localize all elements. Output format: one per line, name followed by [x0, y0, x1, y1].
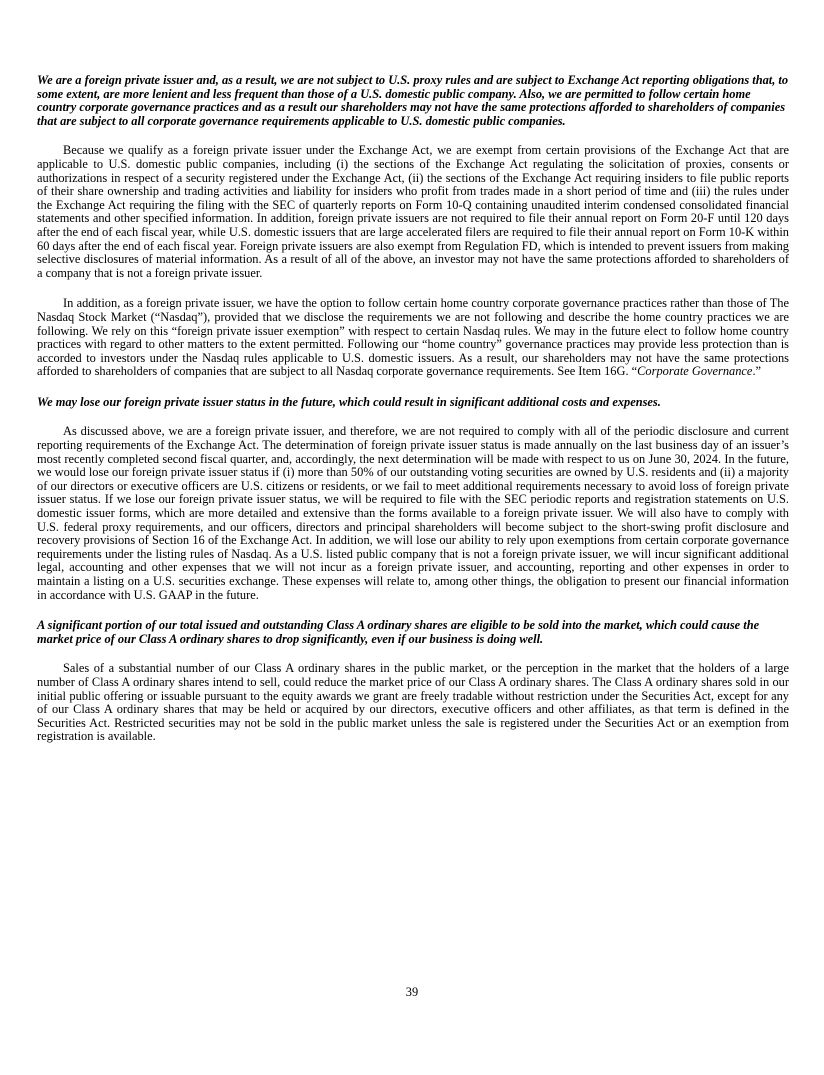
cross-reference-italic: Corporate Governance [637, 364, 753, 379]
risk-factor-heading-lose-status: We may lose our foreign private issuer status in the future, which could result in significant additional costs and expenses. [37, 394, 661, 409]
body-paragraph: Because we qualify as a foreign private issuer under the Exchange Act, we are exempt from certain provisions of the Exchange Act that are applicable to U.S. domestic public companies, including (i) the sections of the Exchange Act regulating the solicitation of proxies, consents or authorizations in respect of a security registered under the Exchange Act, (ii) the sections of the Exchange Act requiring insiders to file public reports of their share ownership and trading activities and liability for insiders who profit from trades made in a short period of time and (iii) the rules under the Exchange Act requiring the filing with the SEC of quarterly reports on Form 10-Q containing unaudited interim condensed consolidated financial statements and other specified information. In addition, foreign private issuers are not required to file their annual report on Form 20-F until 120 days after the end of each fiscal year, while U.S. domestic issuers that are large accelerated filers are required to file their annual report on Form 10-K within 60 days after the end of each fiscal year. Foreign private issuers are also exempt from Regulation FD, which is intended to prevent issuers from making selective disclosures of material information. As a result of all of the above, an investor may not have the same protections afforded to shareholders of a company that is not a foreign private issuer. [37, 143, 789, 280]
page-number: 39 [405, 985, 419, 999]
paragraph-text: In addition, as a foreign private issuer, we have the option to follow certain home country corporate governance practices rather than those of The Nasdaq Stock Market (“Nasdaq”), provided that we disclose the requirements we are not following and describe the home country practices we are following. We rely on this “foreign private issuer exemption” with respect to certain Nasdaq rules. We may in the future elect to follow home country practices with regard to other matters to the extent permitted. Following our “home country” governance practices may provide less protection than is accorded to investors under the Nasdaq rules applicable to U.S. domestic issuers. As a result, our shareholders may not have the same protections afforded to shareholders of companies that are subject to all Nasdaq corporate governance requirements. See Item 16G. “ [37, 296, 789, 379]
risk-factor-heading-foreign-private-issuer: We are a foreign private issuer and, as a result, we are not subject to U.S. proxy rules and are subject to Exchange Act reporting obligations that, to some extent, are more lenient and less frequent than those of a U.S. domestic public company. Also, we are permitted to follow certain home country corporate governance practices and as a result our shareholders may not have the same protections afforded to shareholders of companies that are subject to all corporate governance requirements applicable to U.S. domestic public companies. [37, 73, 789, 128]
page-content [37, 74, 789, 761]
body-paragraph: As discussed above, we are a foreign private issuer, and therefore, we are not required to comply with all of the periodic disclosure and current reporting requirements of the Exchange Act. The determination of foreign private issuer status is made annually on the last business day of an issuer’s most recently completed second fiscal quarter, and, accordingly, the next determination will be made with respect to us on June 30, 2024. In the future, we would lose our foreign private issuer status if (i) more than 50% of our outstanding voting securities are owned by U.S. residents and (ii) a majority of our directors or executive officers are U.S. citizens or residents, or we fail to meet additional requirements necessary to avoid loss of foreign private issuer status. If we lose our foreign private issuer status, we will be required to file with the SEC periodic reports and registration statements on U.S. domestic issuer forms, which are more detailed and extensive than the forms available to a foreign private issuer. We will also have to comply with U.S. federal proxy requirements, and our officers, directors and principal shareholders will become subject to the short-swing profit disclosure and recovery provisions of Section 16 of the Exchange Act. In addition, we will lose our ability to rely upon exemptions from certain corporate governance requirements under the listing rules of Nasdaq. As a U.S. listed public company that is not a foreign private issuer, we will incur significant additional legal, accounting and other expenses that we will not incur as a foreign private issuer, and accounting, reporting and other expenses in order to maintain a listing on a U.S. securities exchange. These expenses will relate to, among other things, the obligation to present our financial information in accordance with U.S. GAAP in the future. [37, 424, 789, 602]
body-paragraph [37, 297, 789, 379]
risk-factor-heading-shares-eligible: A significant portion of our total issued and outstanding Class A ordinary shares are eligible to be sold into the market, which could cause the market price of our Class A ordinary shares to drop significantly, even if our business is doing well. [37, 618, 760, 646]
cross-reference-tail: .” [752, 364, 762, 379]
body-paragraph: Sales of a substantial number of our Class A ordinary shares in the public market, or the perception in the market that the holders of a large number of Class A ordinary shares intend to sell, could reduce the market price of our Class A ordinary shares. The Class A ordinary shares sold in our initial public offering or issuable pursuant to the equity awards we grant are freely tradable without restriction under the Securities Act, except for any of our Class A ordinary shares that may be held or acquired by our directors, executive officers and other affiliates, as that term is defined in the Securities Act. Restricted securities may not be sold in the public market unless the sale is registered under the Securities Act or an exemption from registration is available. [37, 661, 789, 744]
